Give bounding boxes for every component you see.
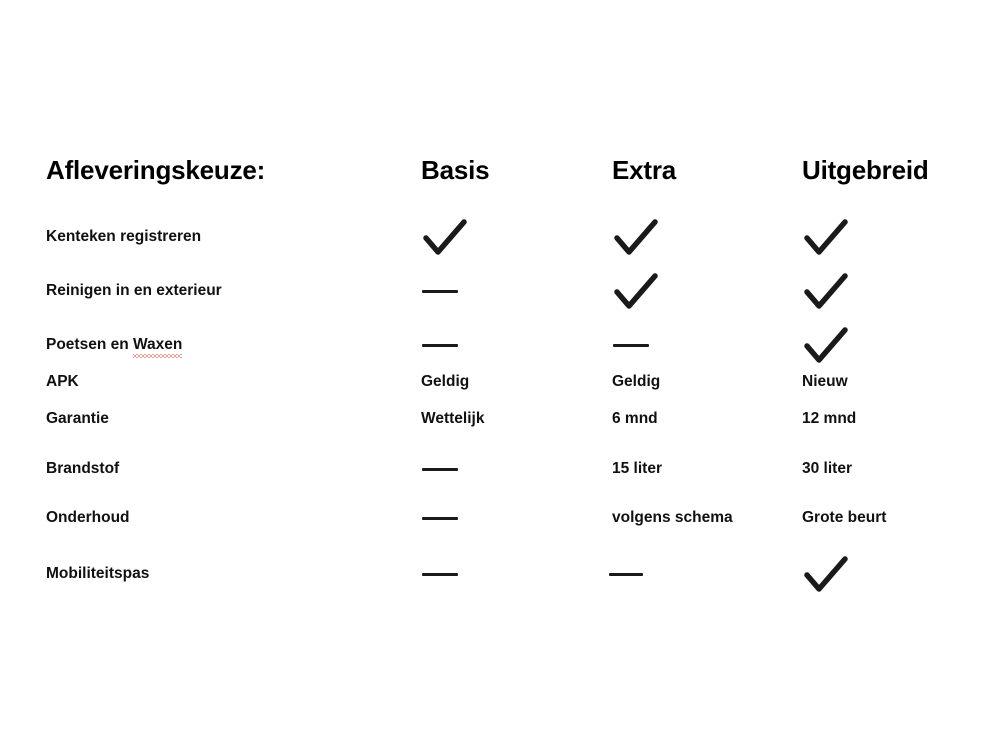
cell-basis: Geldig: [421, 373, 470, 390]
check-mark-icon: [609, 270, 677, 316]
page-title: Afleveringskeuze:: [46, 155, 266, 185]
cell-uitgebreid: 30 liter: [802, 460, 852, 477]
cell-extra: 6 mnd: [612, 410, 658, 427]
dash-icon: [422, 344, 458, 347]
table-row: [46, 509, 966, 539]
check-mark-icon: [799, 324, 867, 370]
cell-uitgebreid: 12 mnd: [802, 410, 857, 427]
table-row: [46, 373, 966, 403]
cell-uitgebreid: Nieuw: [802, 373, 848, 390]
cell-basis: [418, 216, 486, 262]
table-row: [46, 460, 966, 490]
table-row: [46, 565, 966, 595]
row-label: Onderhoud: [46, 509, 130, 526]
cell-extra: [609, 270, 677, 316]
cell-uitgebreid: [799, 270, 867, 316]
dash-icon: [422, 468, 458, 471]
cell-extra: volgens schema: [612, 509, 733, 526]
cell-basis: [418, 497, 486, 543]
row-label: Brandstof: [46, 460, 120, 477]
cell-uitgebreid: [799, 324, 867, 370]
dash-icon: [422, 290, 458, 293]
column-header-uitgebreid: Uitgebreid: [802, 155, 929, 185]
cell-uitgebreid: [799, 216, 867, 262]
check-mark-icon: [418, 216, 486, 262]
table-row: [46, 282, 966, 312]
row-label: Garantie: [46, 410, 109, 427]
dash-icon: [609, 573, 643, 576]
cell-basis: [418, 553, 486, 599]
cell-extra: Geldig: [612, 373, 661, 390]
row-label: [46, 336, 182, 354]
column-header-basis: Basis: [421, 155, 490, 185]
check-mark-icon: [609, 216, 677, 262]
row-label: APK: [46, 373, 79, 390]
cell-basis: [418, 448, 486, 494]
table-header-row: [46, 155, 966, 195]
check-mark-icon: [799, 553, 867, 599]
table-row: [46, 410, 966, 440]
row-label-text: Poetsen en: [46, 336, 133, 353]
row-label: Mobiliteitspas: [46, 565, 150, 582]
table-row: [46, 228, 966, 258]
cell-extra: [609, 324, 677, 370]
cell-uitgebreid: Grote beurt: [802, 509, 887, 526]
check-mark-icon: [799, 270, 867, 316]
check-mark-icon: [799, 216, 867, 262]
cell-basis: [418, 270, 486, 316]
row-label: Kenteken registreren: [46, 228, 202, 245]
cell-extra: 15 liter: [612, 460, 662, 477]
dash-icon: [422, 517, 458, 520]
row-label: Reinigen in en exterieur: [46, 282, 222, 299]
dash-icon: [422, 573, 458, 576]
cell-extra: [609, 553, 677, 599]
cell-extra: [609, 216, 677, 262]
cell-basis: Wettelijk: [421, 410, 485, 427]
dash-icon: [613, 344, 649, 347]
column-header-extra: Extra: [612, 155, 677, 185]
cell-basis: [418, 324, 486, 370]
misspelled-word: Waxen: [133, 336, 183, 353]
cell-uitgebreid: [799, 553, 867, 599]
table-row: [46, 336, 966, 366]
